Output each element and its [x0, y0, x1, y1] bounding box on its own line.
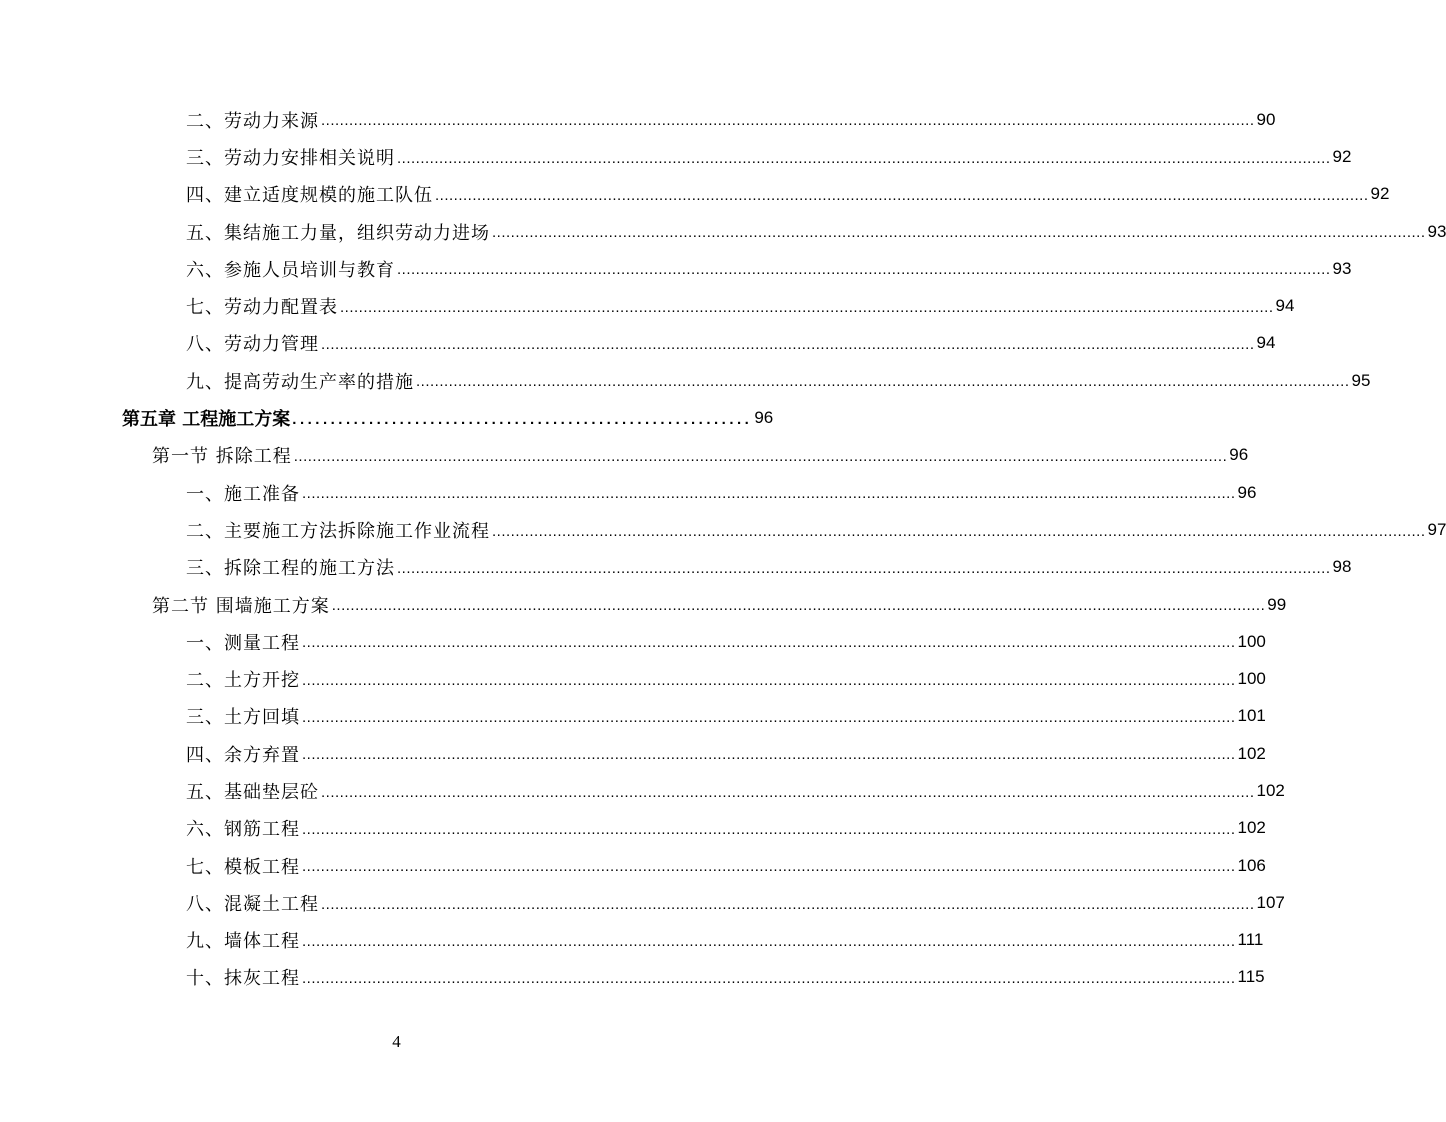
toc-entry-page-number: 96 — [1237, 482, 1257, 502]
toc-entry-item[interactable] — [0, 623, 1266, 660]
toc-entry-page-number: 92 — [1332, 146, 1352, 166]
toc-entry-page-number: 99 — [1267, 594, 1287, 614]
toc-entry-page-number: 102 — [1237, 743, 1266, 763]
toc-entry-title: 二、土方开挖 — [186, 670, 300, 692]
toc-dot-leader: ........................................................................................................................................................................................................ — [302, 671, 1236, 689]
toc-entry-item[interactable] — [0, 176, 1390, 213]
toc-dot-leader: ........................................................................................................................................................................................................ — [302, 634, 1236, 652]
toc-entry-page-number: 90 — [1256, 109, 1276, 129]
toc-entry-title: 六、钢筋工程 — [186, 819, 300, 841]
toc-entry-title: 三、劳动力安排相关说明 — [186, 147, 395, 169]
toc-entry-item[interactable] — [0, 922, 1264, 959]
toc-entry-title: 五、基础垫层砼 — [186, 781, 319, 803]
toc-dot-leader: ........................................................................................................................................................................................................ — [331, 597, 1266, 615]
toc-entry-item[interactable] — [0, 959, 1265, 996]
toc-entry-section[interactable] — [0, 437, 1249, 474]
toc-dot-leader: ........................................................................................................................................................................................................ — [302, 932, 1236, 950]
toc-entry-page-number: 92 — [1370, 184, 1390, 204]
toc-entry-page-number: 96 — [754, 408, 774, 428]
toc-entry-item[interactable] — [0, 884, 1285, 921]
toc-entry-title: 九、提高劳动生产率的措施 — [186, 371, 414, 393]
toc-dot-leader: ........................................................................................................................................................................................................ — [416, 373, 1350, 391]
toc-entry-page-number: 98 — [1332, 557, 1352, 577]
toc-entry-page-number: 96 — [1229, 445, 1249, 465]
toc-dot-leader: ........................................................................................................................................................................................................ — [302, 746, 1236, 764]
toc-entry-page-number: 101 — [1237, 706, 1266, 726]
toc-entry-item[interactable] — [0, 660, 1266, 697]
toc-entry-item[interactable] — [0, 847, 1266, 884]
toc-entry-title: 二、主要施工方法拆除施工作业流程 — [186, 520, 490, 542]
toc-entry-title: 三、土方回填 — [186, 707, 300, 729]
toc-dot-leader: ........................................................................................................................................................................................................ — [321, 895, 1255, 913]
toc-dot-leader: ........................................................................................................................................................................................................ — [397, 261, 1331, 279]
toc-entry-title: 八、混凝土工程 — [186, 893, 319, 915]
toc-entry-item[interactable] — [0, 735, 1266, 772]
toc-entry-page-number: 102 — [1237, 818, 1266, 838]
page-number: 4 — [392, 1032, 401, 1051]
toc-entry-title: 一、施工准备 — [186, 483, 300, 505]
toc-entry-item[interactable] — [0, 362, 1371, 399]
toc-entry-item[interactable] — [0, 213, 1446, 250]
toc-dot-leader: ........................................................................................................................................................................................................ — [321, 783, 1255, 801]
toc-entry-item[interactable] — [0, 101, 1276, 138]
toc-entry-title: 七、劳动力配置表 — [186, 297, 338, 319]
toc-dot-leader: ........................................................................................................................................................................................................ — [302, 485, 1236, 503]
toc-dot-leader: ........................................................................................................................................................................................................ — [492, 522, 1426, 540]
toc-entry-title: 第一节 拆除工程 — [152, 446, 292, 468]
toc-entry-page-number: 102 — [1256, 780, 1285, 800]
toc-entry-title: 四、建立适度规模的施工队伍 — [186, 185, 433, 207]
toc-entry-page-number: 106 — [1237, 855, 1266, 875]
toc-entry-title: 九、墙体工程 — [186, 931, 300, 953]
toc-entry-title: 三、拆除工程的施工方法 — [186, 558, 395, 580]
toc-dot-leader: ........................................................................................................................................................................................................ — [492, 224, 1426, 242]
toc-entry-item[interactable] — [0, 810, 1266, 847]
toc-entry-title: 五、集结施工力量，组织劳动力进场 — [186, 222, 490, 244]
toc-entry-page-number: 95 — [1351, 370, 1371, 390]
toc-entry-title: 一、测量工程 — [186, 632, 300, 654]
toc-entry-page-number: 115 — [1237, 967, 1265, 987]
toc-dot-leader: ............................................................ — [292, 410, 753, 428]
toc-dot-leader: ........................................................................................................................................................................................................ — [302, 820, 1236, 838]
toc-entry-item[interactable] — [0, 772, 1285, 809]
toc-entry-section[interactable] — [0, 586, 1287, 623]
toc-entry-title: 二、劳动力来源 — [186, 110, 319, 132]
toc-entry-item[interactable] — [0, 287, 1295, 324]
table-of-contents — [0, 101, 1446, 996]
toc-entry-chapter[interactable] — [0, 399, 793, 436]
toc-entry-item[interactable] — [0, 511, 1446, 548]
toc-dot-leader: ........................................................................................................................................................................................................ — [302, 858, 1236, 876]
toc-dot-leader: ........................................................................................................................................................................................................ — [321, 112, 1255, 130]
toc-entry-title: 第五章 工程施工方案 — [122, 409, 291, 431]
toc-entry-item[interactable] — [0, 325, 1276, 362]
toc-dot-leader: ........................................................................................................................................................................................................ — [293, 447, 1228, 465]
toc-entry-page-number: 107 — [1256, 892, 1285, 912]
toc-entry-page-number: 100 — [1237, 631, 1266, 651]
toc-entry-title: 第二节 围墙施工方案 — [152, 595, 330, 617]
toc-dot-leader: ........................................................................................................................................................................................................ — [340, 298, 1274, 316]
toc-entry-item[interactable] — [0, 250, 1352, 287]
toc-dot-leader: ........................................................................................................................................................................................................ — [435, 186, 1369, 204]
toc-entry-item[interactable] — [0, 474, 1257, 511]
toc-entry-page-number: 94 — [1256, 333, 1276, 353]
toc-entry-page-number: 111 — [1237, 930, 1264, 950]
toc-dot-leader: ........................................................................................................................................................................................................ — [397, 559, 1331, 577]
toc-entry-title: 十、抹灰工程 — [186, 968, 300, 990]
toc-entry-page-number: 100 — [1237, 669, 1266, 689]
toc-entry-page-number: 93 — [1427, 221, 1446, 241]
toc-dot-leader: ........................................................................................................................................................................................................ — [397, 149, 1331, 167]
toc-entry-title: 四、余方弃置 — [186, 744, 300, 766]
toc-dot-leader: ........................................................................................................................................................................................................ — [321, 336, 1255, 354]
toc-entry-page-number: 93 — [1332, 258, 1352, 278]
toc-entry-page-number: 94 — [1275, 296, 1295, 316]
toc-entry-page-number: 97 — [1427, 519, 1446, 539]
toc-entry-item[interactable] — [0, 138, 1352, 175]
toc-entry-item[interactable] — [0, 698, 1266, 735]
toc-dot-leader: ........................................................................................................................................................................................................ — [302, 709, 1236, 727]
toc-dot-leader: ........................................................................................................................................................................................................ — [302, 970, 1236, 988]
toc-entry-title: 六、参施人员培训与教育 — [186, 259, 395, 281]
toc-entry-item[interactable] — [0, 549, 1352, 586]
toc-entry-title: 八、劳动力管理 — [186, 334, 319, 356]
toc-entry-title: 七、模板工程 — [186, 856, 300, 878]
